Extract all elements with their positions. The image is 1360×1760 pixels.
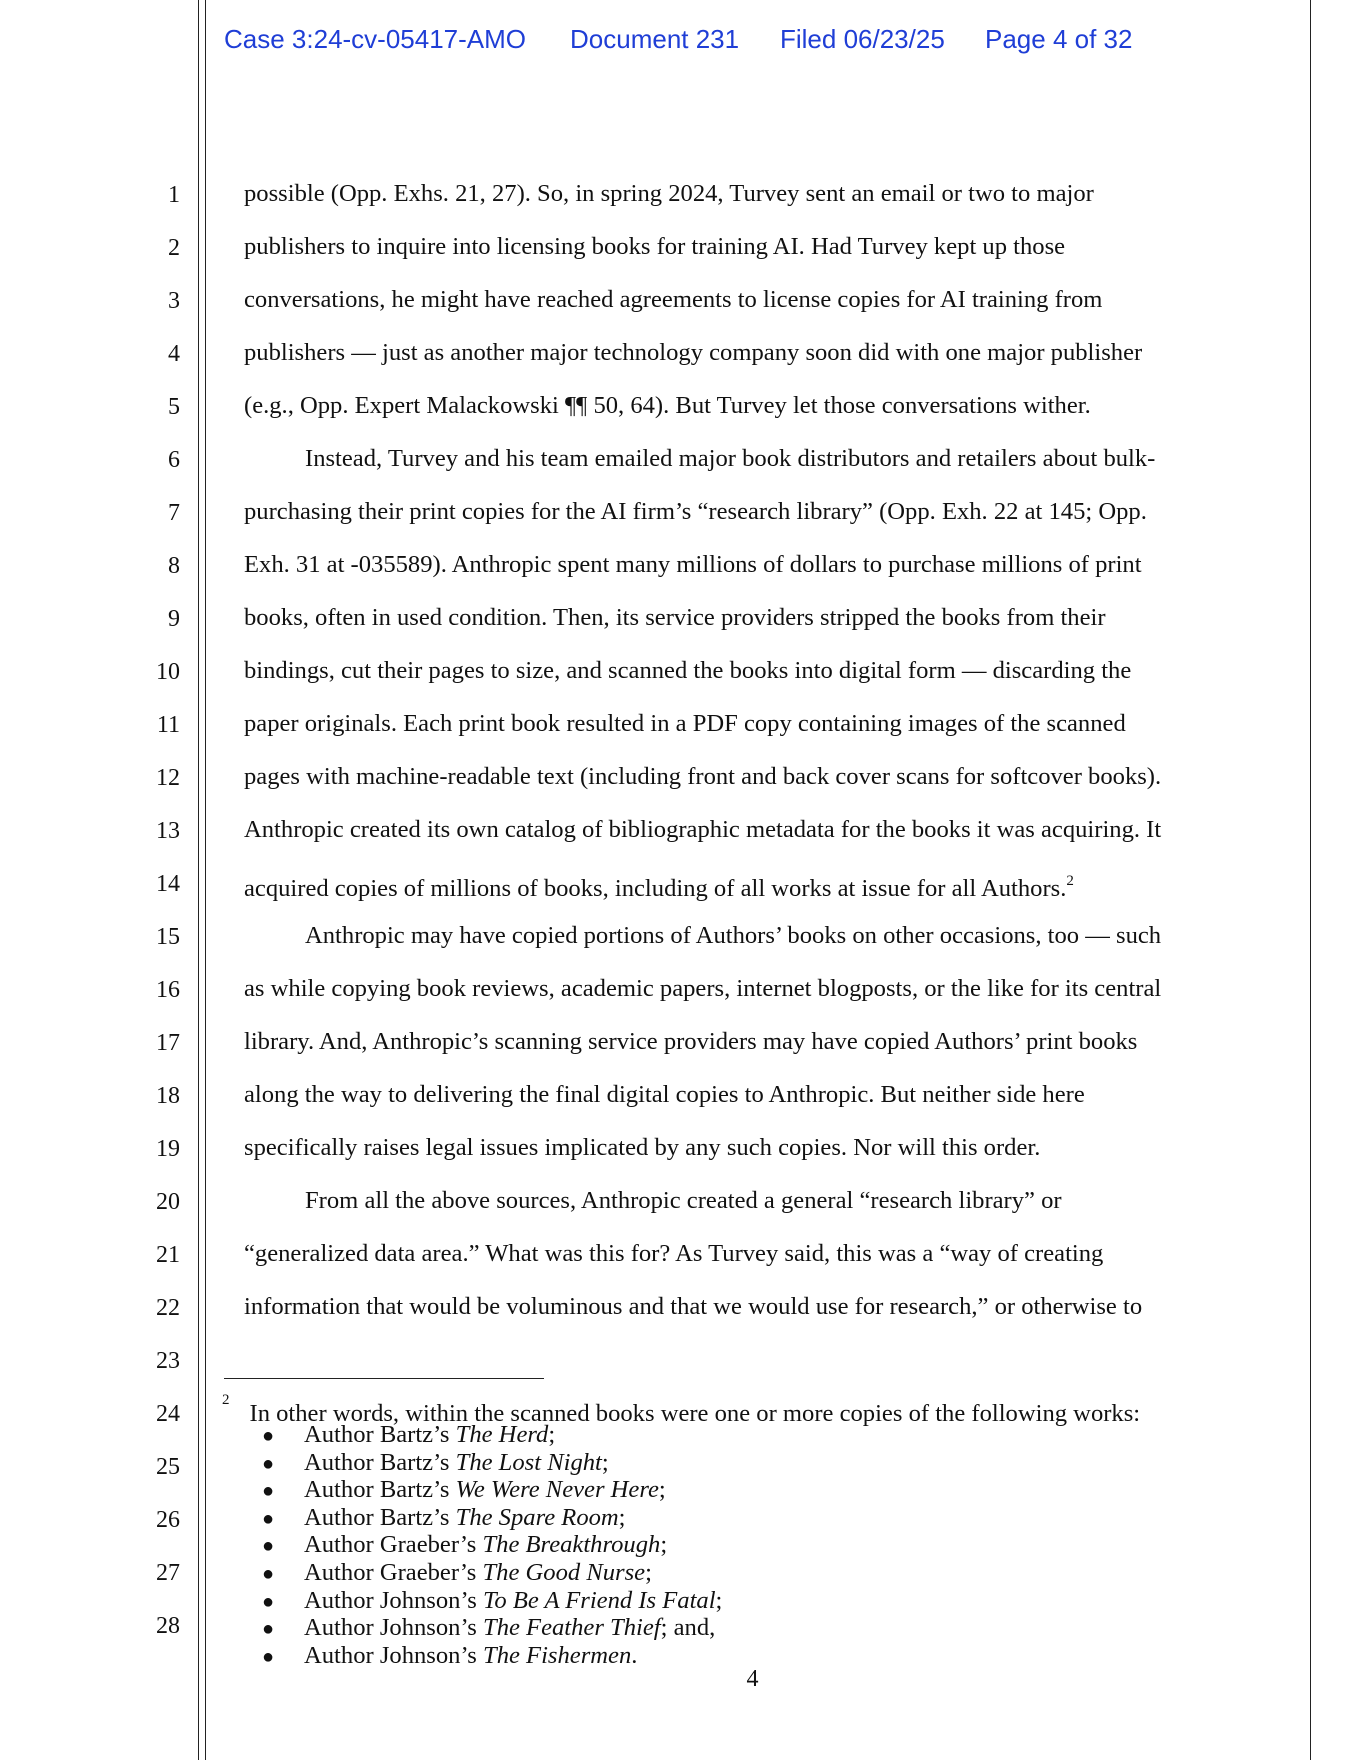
filing-header bbox=[0, 24, 1360, 64]
line-number: 7 bbox=[168, 500, 180, 526]
work-title: We Were Never Here bbox=[455, 1476, 659, 1504]
list-item bbox=[262, 1422, 722, 1450]
line-number: 1 bbox=[168, 182, 180, 208]
footnote-number: 2 bbox=[222, 1392, 230, 1408]
body-line: information that would be voluminous and that we would use for research,” or otherwise to bbox=[244, 1293, 1143, 1320]
bullet-icon: ● bbox=[262, 1425, 275, 1447]
work-punct: ; and, bbox=[660, 1614, 716, 1642]
body-line: as while copying book reviews, academic papers, internet blogposts, or the like for its central bbox=[244, 975, 1162, 1002]
body-line-with-footnote bbox=[244, 868, 1074, 904]
work-author: Author Bartz’s bbox=[304, 1503, 456, 1531]
work-title: The Good Nurse bbox=[482, 1558, 646, 1586]
bullet-icon: ● bbox=[262, 1562, 275, 1585]
work-author: Author Graeber’s bbox=[304, 1531, 483, 1559]
list-item bbox=[262, 1532, 722, 1560]
body-line: From all the above sources, Anthropic created a general “research library” or bbox=[305, 1187, 1062, 1214]
list-item bbox=[262, 1505, 722, 1533]
body-line: Exh. 31 at -035589). Anthropic spent many millions of dollars to purchase millions of print bbox=[244, 551, 1142, 578]
left-margin-rule-2 bbox=[205, 0, 206, 1760]
work-title: To Be A Friend Is Fatal bbox=[483, 1586, 716, 1614]
footnote-intro-text: In other words, within the scanned books were one or more copies of the following works: bbox=[249, 1400, 1141, 1428]
line-number: 18 bbox=[156, 1083, 180, 1109]
bullet-icon: ● bbox=[262, 1507, 275, 1530]
work-title: The Spare Room bbox=[455, 1503, 619, 1531]
body-line: (e.g., Opp. Expert Malackowski ¶¶ 50, 64). But Turvey let those conversations wither. bbox=[244, 392, 1091, 419]
body-line: possible (Opp. Exhs. 21, 27). So, in spring 2024, Turvey sent an email or two to major bbox=[244, 180, 1094, 207]
bullet-icon: ● bbox=[262, 1645, 275, 1668]
line-number: 20 bbox=[156, 1189, 180, 1215]
body-line: conversations, he might have reached agreements to license copies for AI training from bbox=[244, 286, 1103, 313]
body-line: pages with machine-readable text (including front and back cover scans for softcover books). bbox=[244, 763, 1162, 790]
line-number: 10 bbox=[156, 659, 180, 685]
bullet-icon: ● bbox=[262, 1480, 275, 1503]
line-number: 28 bbox=[156, 1613, 180, 1639]
work-punct: ; bbox=[715, 1586, 723, 1614]
work-author: Author Johnson’s bbox=[304, 1586, 484, 1614]
page-indicator: Page 4 of 32 bbox=[985, 24, 1133, 54]
work-punct: ; bbox=[548, 1421, 556, 1448]
body-line: bindings, cut their pages to size, and scanned the books into digital form — discarding the bbox=[244, 657, 1132, 684]
body-line: Anthropic created its own catalog of bibliographic metadata for the books it was acquiring. It bbox=[244, 816, 1162, 843]
line-number: 6 bbox=[168, 447, 180, 473]
line-number: 26 bbox=[156, 1507, 180, 1533]
work-author: Author Bartz’s bbox=[304, 1476, 456, 1504]
footnote-reference[interactable]: 2 bbox=[1066, 873, 1074, 889]
body-line: along the way to delivering the final digital copies to Anthropic. But neither side here bbox=[244, 1081, 1085, 1108]
line-number: 11 bbox=[156, 712, 180, 738]
work-author: Author Bartz’s bbox=[304, 1421, 456, 1448]
right-margin-rule bbox=[1310, 0, 1311, 1760]
body-line: “generalized data area.” What was this for? As Turvey said, this was a “way of creating bbox=[244, 1240, 1104, 1267]
bullet-icon: ● bbox=[262, 1535, 275, 1558]
bullet-icon: ● bbox=[262, 1452, 275, 1475]
footnote-works-list bbox=[262, 1422, 722, 1670]
body-line: Anthropic may have copied portions of Authors’ books on other occasions, too — such bbox=[305, 922, 1162, 949]
work-title: The Fishermen bbox=[483, 1641, 632, 1669]
footnote-separator bbox=[224, 1378, 544, 1379]
line-number: 12 bbox=[156, 765, 180, 791]
work-author: Author Johnson’s bbox=[304, 1614, 484, 1642]
work-author: Author Graeber’s bbox=[304, 1558, 483, 1586]
document-number: Document 231 bbox=[570, 24, 740, 54]
line-number: 15 bbox=[156, 924, 180, 950]
line-number: 21 bbox=[156, 1242, 180, 1268]
body-line: Instead, Turvey and his team emailed major book distributors and retailers about bulk- bbox=[305, 445, 1156, 472]
left-margin-rule-1 bbox=[198, 0, 199, 1760]
line-number: 3 bbox=[168, 288, 180, 314]
filed-date: Filed 06/23/25 bbox=[780, 24, 945, 54]
body-line: publishers — just as another major technology company soon did with one major publisher bbox=[244, 339, 1143, 366]
work-author: Author Bartz’s bbox=[304, 1448, 456, 1476]
list-item bbox=[262, 1560, 722, 1588]
line-number: 22 bbox=[156, 1295, 180, 1321]
body-line-text: acquired copies of millions of books, including of all works at issue for all Authors. bbox=[244, 875, 1067, 903]
line-number: 19 bbox=[156, 1136, 180, 1162]
work-punct: ; bbox=[618, 1503, 626, 1531]
line-number: 4 bbox=[168, 341, 180, 367]
line-number: 23 bbox=[156, 1348, 180, 1374]
work-title: The Lost Night bbox=[455, 1448, 602, 1476]
body-line: books, often in used condition. Then, its service providers stripped the books from their bbox=[244, 604, 1106, 631]
body-line: paper originals. Each print book resulted in a PDF copy containing images of the scanned bbox=[244, 710, 1126, 737]
work-title: The Breakthrough bbox=[482, 1531, 661, 1559]
line-number: 9 bbox=[168, 606, 180, 632]
body-line: purchasing their print copies for the AI firm’s “research library” (Opp. Exh. 22 at 145; Opp. bbox=[244, 498, 1147, 525]
body-line: specifically raises legal issues implicated by any such copies. Nor will this order. bbox=[244, 1134, 1041, 1161]
list-item bbox=[262, 1450, 722, 1478]
line-number: 5 bbox=[168, 394, 180, 420]
work-punct: ; bbox=[601, 1448, 609, 1476]
case-number: Case 3:24-cv-05417-AMO bbox=[224, 24, 527, 54]
work-punct: ; bbox=[660, 1531, 668, 1559]
line-number: 24 bbox=[156, 1401, 180, 1427]
work-title: The Herd bbox=[455, 1421, 549, 1448]
bullet-icon: ● bbox=[262, 1590, 275, 1613]
work-author: Author Johnson’s bbox=[304, 1641, 484, 1669]
work-title: The Feather Thief bbox=[483, 1614, 661, 1642]
list-item bbox=[262, 1588, 722, 1616]
line-number: 16 bbox=[156, 977, 180, 1003]
line-number: 2 bbox=[168, 235, 180, 261]
work-punct: ; bbox=[658, 1476, 666, 1504]
line-number: 17 bbox=[156, 1030, 180, 1056]
body-line: publishers to inquire into licensing books for training AI. Had Turvey kept up those bbox=[244, 233, 1066, 260]
line-number: 13 bbox=[156, 818, 180, 844]
line-number: 14 bbox=[156, 871, 180, 897]
list-item bbox=[262, 1477, 722, 1505]
bullet-icon: ● bbox=[262, 1618, 275, 1641]
work-punct: . bbox=[631, 1641, 638, 1669]
work-punct: ; bbox=[645, 1558, 652, 1586]
line-number: 25 bbox=[156, 1454, 180, 1480]
line-number: 27 bbox=[156, 1560, 180, 1586]
body-line: library. And, Anthropic’s scanning service providers may have copied Authors’ print books bbox=[244, 1028, 1138, 1055]
line-number: 8 bbox=[168, 553, 180, 579]
page-number: 4 bbox=[746, 1666, 759, 1692]
list-item bbox=[262, 1615, 722, 1643]
